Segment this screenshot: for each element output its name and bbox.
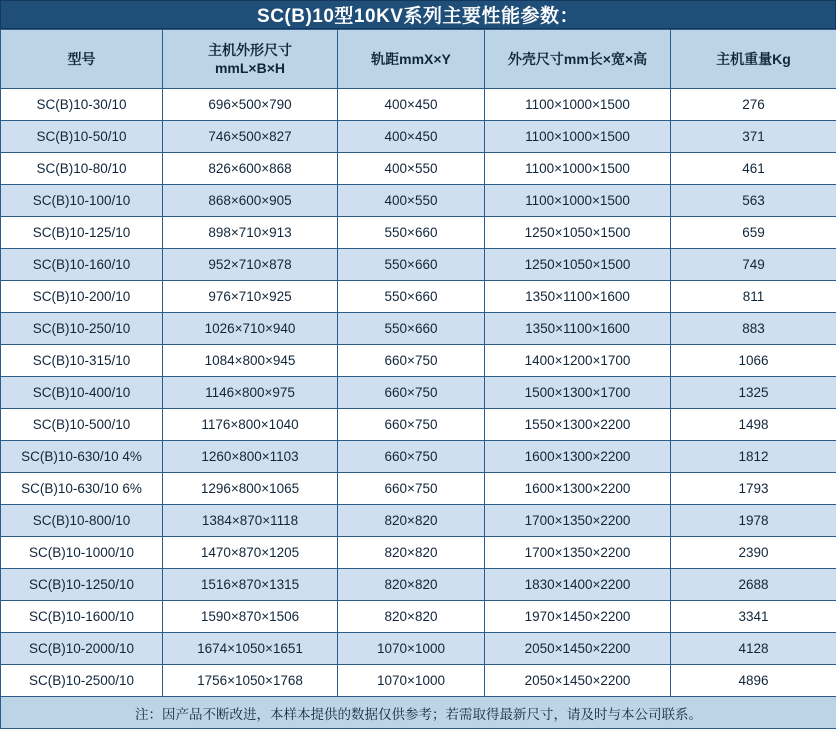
table-cell: SC(B)10-500/10 (1, 409, 163, 441)
table-cell: 1250×1050×1500 (485, 217, 671, 249)
table-cell: 400×450 (338, 89, 485, 121)
column-header-enclosure-dimensions (485, 30, 671, 89)
table-cell: SC(B)10-1250/10 (1, 569, 163, 601)
table-cell: 1470×870×1205 (163, 537, 338, 569)
table-cell: 1100×1000×1500 (485, 121, 671, 153)
table-cell: 1325 (671, 377, 836, 409)
table-cell: 1498 (671, 409, 836, 441)
table-note: 注：因产品不断改进，本样本提供的数据仅供参考；若需取得最新尺寸，请及时与本公司联系。 (1, 697, 836, 729)
table-cell: SC(B)10-100/10 (1, 185, 163, 217)
table-row (1, 409, 836, 441)
table-cell: 1100×1000×1500 (485, 89, 671, 121)
table-row (1, 345, 836, 377)
table-cell: 1793 (671, 473, 836, 505)
table-cell: 563 (671, 185, 836, 217)
table-cell: 868×600×905 (163, 185, 338, 217)
table-cell: 1026×710×940 (163, 313, 338, 345)
table-row (1, 281, 836, 313)
table-cell: 1978 (671, 505, 836, 537)
table-cell: SC(B)10-400/10 (1, 377, 163, 409)
table-cell: 1830×1400×2200 (485, 569, 671, 601)
table-row (1, 601, 836, 633)
table-row (1, 153, 836, 185)
table-cell: 2050×1450×2200 (485, 633, 671, 665)
table-cell: SC(B)10-1600/10 (1, 601, 163, 633)
table-cell: 1260×800×1103 (163, 441, 338, 473)
table-cell: 1970×1450×2200 (485, 601, 671, 633)
column-header-body-dimensions (163, 30, 338, 89)
table-cell: SC(B)10-630/10 4% (1, 441, 163, 473)
table-cell: 1146×800×975 (163, 377, 338, 409)
table-row (1, 569, 836, 601)
table-cell: SC(B)10-800/10 (1, 505, 163, 537)
column-header-weight (671, 30, 836, 89)
header-line: 型号 (5, 50, 158, 68)
table-row (1, 537, 836, 569)
table-row (1, 249, 836, 281)
table-cell: 952×710×878 (163, 249, 338, 281)
table-cell: 550×660 (338, 313, 485, 345)
table-cell: 749 (671, 249, 836, 281)
table-cell: 660×750 (338, 409, 485, 441)
header-line: 外壳尺寸mm长×宽×高 (489, 50, 666, 68)
table-cell: 1350×1100×1600 (485, 313, 671, 345)
table-cell: 1756×1050×1768 (163, 665, 338, 697)
table-cell: 1296×800×1065 (163, 473, 338, 505)
table-cell: SC(B)10-2500/10 (1, 665, 163, 697)
table-cell: SC(B)10-2000/10 (1, 633, 163, 665)
table-row (1, 185, 836, 217)
table-cell: 4128 (671, 633, 836, 665)
table-note-row (1, 697, 836, 729)
table-cell: 660×750 (338, 345, 485, 377)
table-cell: 2688 (671, 569, 836, 601)
table-cell: 1084×800×945 (163, 345, 338, 377)
table-row (1, 473, 836, 505)
table-cell: 2050×1450×2200 (485, 665, 671, 697)
table-cell: 898×710×913 (163, 217, 338, 249)
table-cell: 1516×870×1315 (163, 569, 338, 601)
table-cell: 1812 (671, 441, 836, 473)
table-cell: 976×710×925 (163, 281, 338, 313)
table-cell: 1176×800×1040 (163, 409, 338, 441)
page-title: SC(B)10型10KV系列主要性能参数： (0, 0, 836, 29)
table-cell: 1674×1050×1651 (163, 633, 338, 665)
table-cell: 1100×1000×1500 (485, 185, 671, 217)
table-row (1, 633, 836, 665)
table-row (1, 217, 836, 249)
table-cell: 883 (671, 313, 836, 345)
table-cell: 1700×1350×2200 (485, 537, 671, 569)
table-cell: 1400×1200×1700 (485, 345, 671, 377)
table-cell: 276 (671, 89, 836, 121)
table-cell: 400×550 (338, 185, 485, 217)
table-cell: SC(B)10-80/10 (1, 153, 163, 185)
table-cell: 746×500×827 (163, 121, 338, 153)
table-cell: 1590×870×1506 (163, 601, 338, 633)
table-cell: SC(B)10-30/10 (1, 89, 163, 121)
table-cell: 1066 (671, 345, 836, 377)
table-cell: 659 (671, 217, 836, 249)
table-row (1, 377, 836, 409)
table-cell: 696×500×790 (163, 89, 338, 121)
table-cell: SC(B)10-630/10 6% (1, 473, 163, 505)
table-cell: 1384×870×1118 (163, 505, 338, 537)
table-cell: 1550×1300×2200 (485, 409, 671, 441)
table-cell: 1070×1000 (338, 665, 485, 697)
table-cell: SC(B)10-125/10 (1, 217, 163, 249)
table-cell: SC(B)10-1000/10 (1, 537, 163, 569)
header-line: mmL×B×H (167, 59, 333, 77)
table-cell: 1600×1300×2200 (485, 441, 671, 473)
table-row (1, 121, 836, 153)
header-row (1, 30, 836, 89)
table-cell: 400×450 (338, 121, 485, 153)
table-cell: SC(B)10-315/10 (1, 345, 163, 377)
table-row (1, 441, 836, 473)
table-cell: 1100×1000×1500 (485, 153, 671, 185)
table-cell: 826×600×868 (163, 153, 338, 185)
table-cell: 1070×1000 (338, 633, 485, 665)
table-cell: 550×660 (338, 217, 485, 249)
table-cell: 3341 (671, 601, 836, 633)
column-header-model (1, 30, 163, 89)
table-cell: 2390 (671, 537, 836, 569)
table-body (1, 89, 836, 729)
table-cell: 660×750 (338, 473, 485, 505)
header-line: 主机外形尺寸 (167, 41, 333, 59)
table-cell: 660×750 (338, 377, 485, 409)
table-cell: 1350×1100×1600 (485, 281, 671, 313)
table-row (1, 89, 836, 121)
table-row (1, 665, 836, 697)
table-cell: 1700×1350×2200 (485, 505, 671, 537)
table-cell: SC(B)10-50/10 (1, 121, 163, 153)
table-cell: 820×820 (338, 569, 485, 601)
table-cell: 461 (671, 153, 836, 185)
table-cell: 1600×1300×2200 (485, 473, 671, 505)
table-cell: 820×820 (338, 537, 485, 569)
table-cell: 1250×1050×1500 (485, 249, 671, 281)
table-row (1, 505, 836, 537)
table-cell: 4896 (671, 665, 836, 697)
table-cell: SC(B)10-200/10 (1, 281, 163, 313)
table-cell: 550×660 (338, 249, 485, 281)
table-row (1, 313, 836, 345)
table-cell: 811 (671, 281, 836, 313)
table-cell: 550×660 (338, 281, 485, 313)
table-cell: 660×750 (338, 441, 485, 473)
table-cell: 1500×1300×1700 (485, 377, 671, 409)
table-cell: SC(B)10-250/10 (1, 313, 163, 345)
header-line: 主机重量Kg (675, 50, 832, 68)
table-cell: 371 (671, 121, 836, 153)
table-cell: SC(B)10-160/10 (1, 249, 163, 281)
column-header-track-gauge (338, 30, 485, 89)
table-cell: 820×820 (338, 601, 485, 633)
table-cell: 820×820 (338, 505, 485, 537)
table-header (1, 30, 836, 89)
header-line: 轨距mmX×Y (342, 50, 480, 68)
table-cell: 400×550 (338, 153, 485, 185)
parameters-table (0, 29, 836, 729)
